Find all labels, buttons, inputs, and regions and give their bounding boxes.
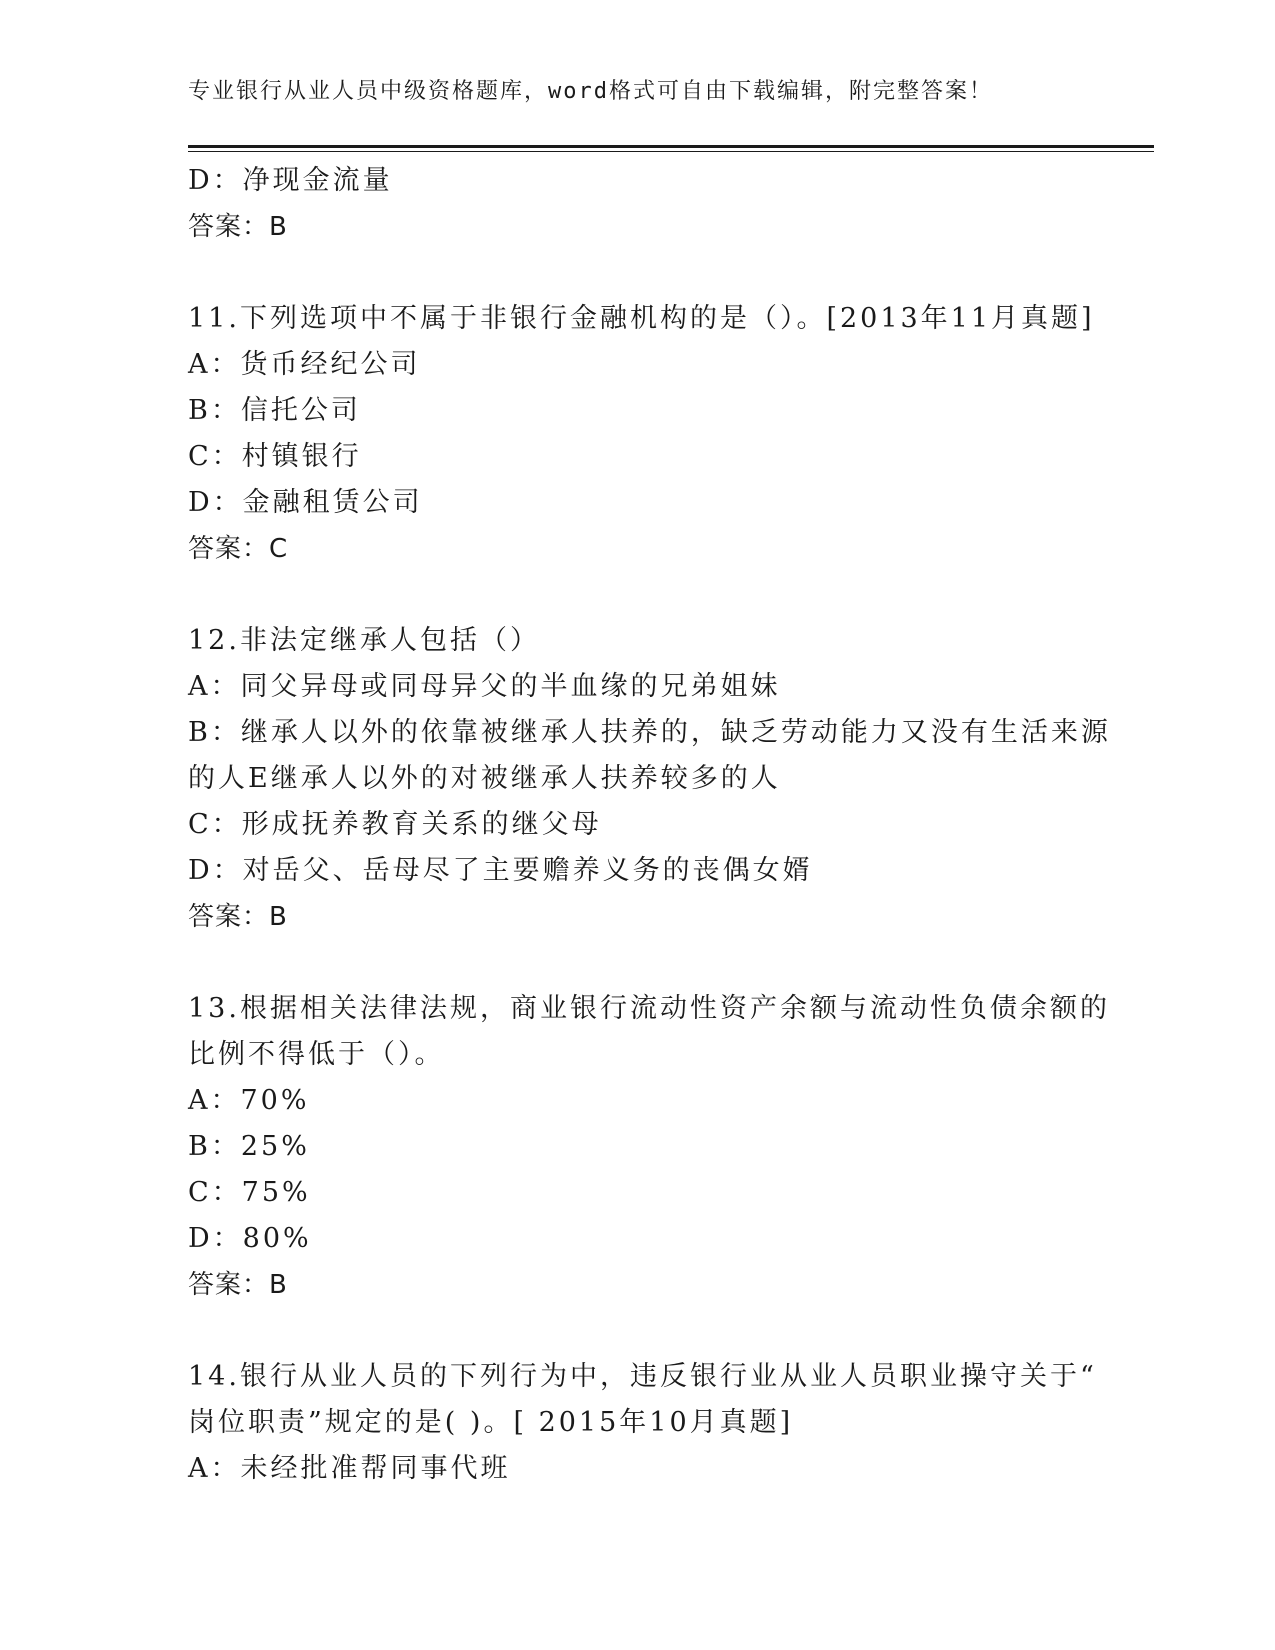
answer: 答案：B [188, 902, 288, 932]
spacer [188, 250, 1088, 296]
question-stem: 12.非法定继承人包括（） [188, 625, 540, 656]
header-rule-thick [188, 145, 1154, 148]
question-13 [188, 986, 1110, 1308]
spacer [188, 572, 1088, 618]
option-b: B：信托公司 [188, 395, 361, 426]
option-b-line-1: B：继承人以外的依靠被继承人扶养的，缺乏劳动能力又没有生活来源 [188, 717, 1111, 748]
question-stem-line-2: 岗位职责”规定的是( )。[ 2015年10月真题] [188, 1407, 794, 1438]
question-14 [188, 1354, 1097, 1492]
option-a: A：同父异母或同母异父的半血缘的兄弟姐妹 [188, 671, 781, 702]
answer: 答案：C [188, 534, 289, 564]
option-a: A：70% [188, 1085, 310, 1116]
option-c: C：形成抚养教育关系的继父母 [188, 809, 602, 840]
option-b: B：25% [188, 1131, 310, 1162]
question-stem: 11.下列选项中不属于非银行金融机构的是（）。[2013年11月真题] [188, 303, 1095, 334]
question-11 [188, 296, 1095, 572]
question-stem-line-1: 14.银行从业人员的下列行为中，违反银行业从业人员职业操守关于“ [188, 1361, 1097, 1392]
option-d: D：金融租赁公司 [188, 487, 423, 518]
option-d: D：对岳父、岳母尽了主要赡养义务的丧偶女婿 [188, 855, 813, 886]
question-12 [188, 618, 1111, 940]
option-c: C：村镇银行 [188, 441, 362, 472]
question-stem-line-2: 比例不得低于（）。 [188, 1039, 445, 1070]
option-d: D：80% [188, 1223, 312, 1254]
option-c: C：75% [188, 1177, 311, 1208]
option-b-line-2: 的人E继承人以外的对被继承人扶养较多的人 [188, 763, 781, 794]
option-a: A：未经批准帮同事代班 [188, 1453, 511, 1484]
spacer [188, 940, 1088, 986]
spacer [188, 1308, 1088, 1354]
carryover-answer: 答案：B [188, 212, 288, 242]
question-content [188, 158, 1111, 1492]
header-rule-thin [188, 151, 1154, 152]
question-stem-line-1: 13.根据相关法律法规，商业银行流动性资产余额与流动性负债余额的 [188, 993, 1110, 1024]
answer: 答案：B [188, 1270, 288, 1300]
option-a: A：货币经纪公司 [188, 349, 421, 380]
carryover-option-d: D：净现金流量 [188, 165, 393, 196]
page-header: 专业银行从业人员中级资格题库，word格式可自由下载编辑，附完整答案！ [188, 79, 993, 104]
